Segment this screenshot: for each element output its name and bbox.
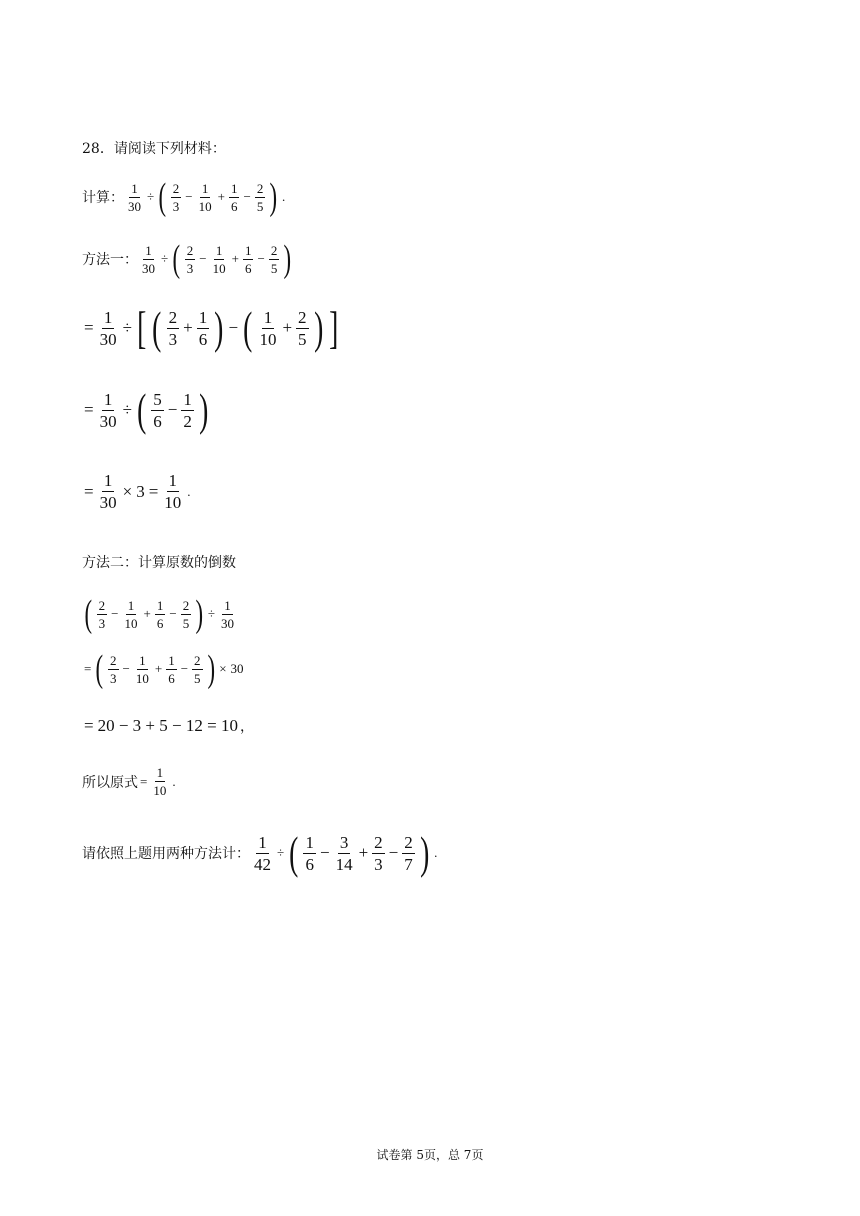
fraction: $\frac{1}{30}$ <box>99 471 117 512</box>
method2-step1: ( $\frac{2}{3}$ − $\frac{1}{10}$ + $\frac{1}{6}$ − $\frac{2}{5}$ ) ÷ $\frac{1}{30}$ <box>84 593 234 635</box>
fraction: $\frac{1}{30}$ <box>128 180 141 214</box>
fraction: $\frac{1}{10}$ <box>124 597 138 631</box>
method1-label: 方法一： <box>82 252 138 268</box>
fraction: $\frac{1}{10}$ <box>259 307 277 349</box>
fraction: $\frac{2}{3}$ <box>110 652 117 686</box>
fraction: $\frac{2}{5}$ <box>256 180 264 214</box>
fraction: $\frac{1}{6}$ <box>156 597 164 631</box>
fraction: $\frac{3}{14}$ <box>335 832 353 874</box>
fraction: $\frac{1}{10}$ <box>164 471 182 512</box>
calc-line <box>82 178 287 216</box>
calc-label: 计算： <box>82 190 124 206</box>
fraction: $\frac{1}{10}$ <box>135 652 149 686</box>
conclusion-line: 所以原式 = $\frac{1}{10}$ . <box>82 765 176 798</box>
fraction: $\frac{2}{7}$ <box>404 832 413 874</box>
calc-expression: $\frac{1}{30}$ ÷ ( $\frac{2}{3}$ − $\frac{1}{10}$ + $\frac{1}{6}$ − $\frac{2}{5}$ ) . <box>128 176 286 218</box>
fraction: $\frac{2}{3}$ <box>168 307 178 349</box>
fraction: $\frac{2}{3}$ <box>186 242 194 276</box>
method1-step2: = $\frac{1}{30}$ ÷ ( $\frac{5}{6}$ − $\frac{1}{2}$ ) <box>84 384 209 435</box>
fraction: $\frac{1}{6}$ <box>168 652 175 686</box>
method1-step1: = $\frac{1}{30}$ ÷ [ ( $\frac{2}{3}$ + $\frac{1}{6}$ ) − ( $\frac{1}{10}$ + $\frac{2}{5}$ ) ] <box>84 302 339 353</box>
fraction: $\frac{2}{3}$ <box>98 597 106 631</box>
method1-expression: $\frac{1}{30}$ ÷ ( $\frac{2}{3}$ − $\frac{1}{10}$ + $\frac{1}{6}$ − $\frac{2}{5}$ ) <box>142 238 292 280</box>
fraction: $\frac{1}{6}$ <box>305 832 314 874</box>
fraction: $\frac{1}{6}$ <box>244 242 252 276</box>
fraction: $\frac{1}{10}$ <box>212 242 226 276</box>
fraction: $\frac{1}{10}$ <box>153 765 167 798</box>
method1-line <box>82 240 294 278</box>
fraction: $\frac{1}{30}$ <box>142 242 155 276</box>
fraction: $\frac{1}{30}$ <box>99 307 117 349</box>
task-line <box>82 827 439 878</box>
fraction: $\frac{2}{5}$ <box>298 307 307 349</box>
fraction: $\frac{1}{10}$ <box>198 180 212 214</box>
fraction: $\frac{1}{6}$ <box>230 180 238 214</box>
conclusion-label: 所以原式 <box>82 774 138 791</box>
method2-step2: = ( $\frac{2}{3}$ − $\frac{1}{10}$ + $\frac{1}{6}$ − $\frac{2}{5}$ ) × 30 <box>84 648 244 690</box>
page-footer: 试卷第 5页，总 7页 <box>376 1148 484 1162</box>
method2-step3: = 20 − 3 + 5 − 12 = 10 ， <box>84 716 254 735</box>
method2-heading <box>82 552 236 572</box>
method1-step3: = $\frac{1}{30}$ × 3 = $\frac{1}{10}$ . <box>84 471 191 512</box>
fraction: $\frac{2}{3}$ <box>172 180 180 214</box>
task-label: 请依照上题用两种方法计： <box>82 846 250 862</box>
fraction: $\frac{2}{5}$ <box>194 652 201 686</box>
method2-label: 方法二：计算原数的倒数 <box>82 555 236 571</box>
fraction: $\frac{2}{5}$ <box>270 242 278 276</box>
fraction: $\frac{2}{5}$ <box>182 597 190 631</box>
fraction: $\frac{1}{30}$ <box>99 389 117 431</box>
fraction: $\frac{1}{42}$ <box>254 832 271 874</box>
fraction: $\frac{1}{6}$ <box>198 307 208 349</box>
fraction: $\frac{2}{3}$ <box>374 832 383 874</box>
task-expression: $\frac{1}{42}$ ÷ ( $\frac{1}{6}$ − $\frac{3}{14}$ + $\frac{2}{3}$ − $\frac{2}{7}$ ) . <box>254 827 438 878</box>
fraction: $\frac{5}{6}$ <box>153 389 162 431</box>
problem-intro: 28．请阅读下列材料： <box>82 141 226 157</box>
problem-heading <box>82 138 226 158</box>
fraction: $\frac{1}{30}$ <box>220 597 234 631</box>
fraction: $\frac{1}{2}$ <box>183 389 192 431</box>
